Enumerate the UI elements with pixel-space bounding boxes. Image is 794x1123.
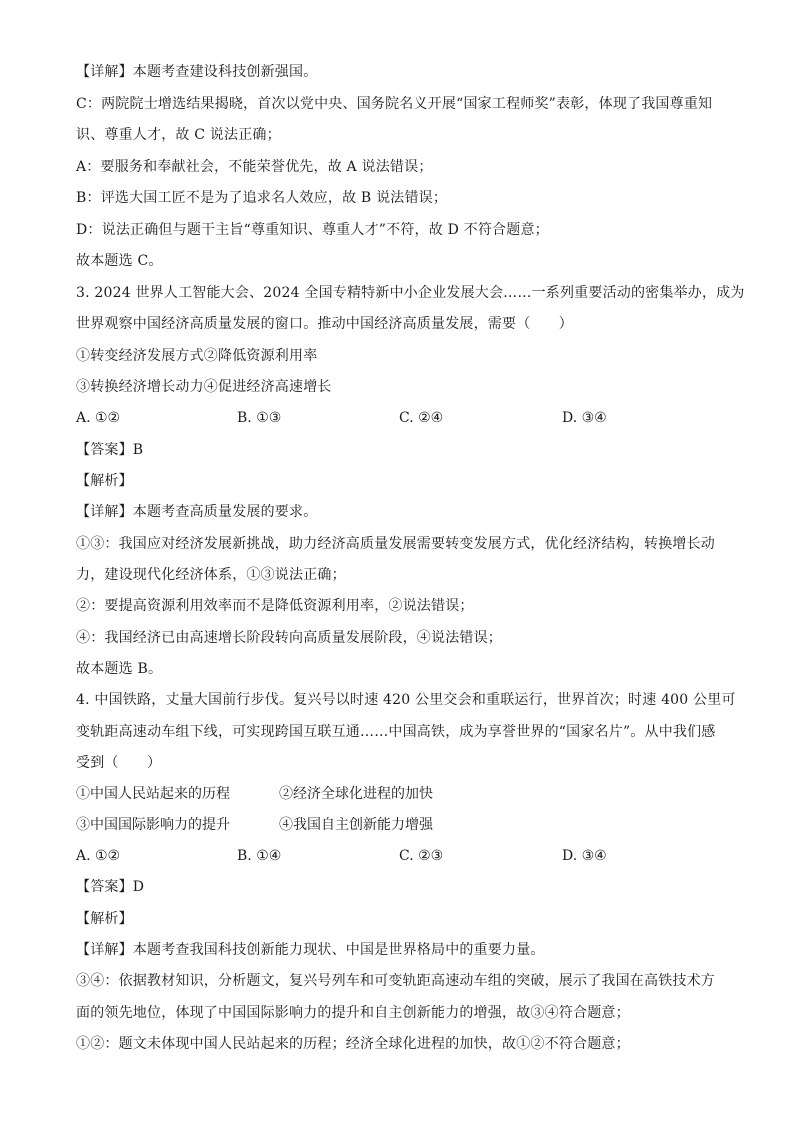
q4-item-3: ③中国国际影响力的提升 — [76, 817, 230, 833]
q3-items-line2: ③转换经济增长动力④促进经济高速增长 — [76, 379, 332, 395]
detail-heading-prev: 【详解】本题考查建设科技创新强国。 — [76, 64, 318, 80]
q3-stem-line2: 世界观察中国经济高质量发展的窗口。推动中国经济高质量发展，需要（ ） — [76, 316, 573, 332]
q3-analysis-heading: 【解析】 — [76, 473, 133, 489]
explanation-b: B：评选大国工匠不是为了追求名人效应，故 B 说法错误； — [76, 190, 448, 206]
q4-stem-line2: 变轨距高速动车组下线，可实现跨国互联互通……中国高铁，成为享誉世界的“国家名片”。从中我们感 — [76, 724, 716, 740]
q3-items-line1: ①转变经济发展方式②降低资源利用率 — [76, 348, 318, 364]
q3-option-a: A. ①② — [76, 410, 121, 426]
explanation-c-line2: 识、尊重人才，故 C 说法正确； — [76, 127, 281, 143]
q3-option-b: B. ①③ — [237, 410, 282, 426]
q3-answer: 【答案】B — [76, 442, 144, 458]
conclusion-prev: 故本题选 C。 — [76, 253, 163, 269]
q3-detail-heading: 【详解】本题考查高质量发展的要求。 — [76, 504, 318, 520]
q3-explanation-1-line1: ①③：我国应对经济发展新挑战，助力经济高质量发展需要转变发展方式，优化经济结构，转换增长动 — [76, 536, 715, 552]
q3-stem-line1: 3. 2024 世界人工智能大会、2024 全国专精特新中小企业发展大会……一系列重要活动的密集举办，成为 — [76, 285, 745, 301]
q4-option-b: B. ①④ — [237, 848, 282, 864]
q4-option-a: A. ①② — [76, 848, 121, 864]
q4-detail-heading: 【详解】本题考查我国科技创新能力现状、中国是世界格局中的重要力量。 — [76, 942, 545, 958]
explanation-c-line1: C：两院院士增选结果揭晓，首次以党中央、国务院名义开展“国家工程师奖”表彰，体现了我国尊重知 — [76, 96, 713, 112]
q4-item-2: ②经济全球化进程的加快 — [279, 786, 433, 802]
q4-option-c: C. ②③ — [399, 848, 444, 864]
q4-stem-line1: 4. 中国铁路，丈量大国前行步伐。复兴号以时速 420 公里交会和重联运行，世界首次；时速 400 公里可 — [76, 692, 736, 708]
explanation-a: A：要服务和奉献社会，不能荣誉优先，故 A 说法错误； — [76, 159, 433, 175]
q4-option-d: D. ③④ — [562, 848, 607, 864]
q4-explanation-1-line2: 面的领先地位，体现了中国国际影响力的提升和自主创新能力的增强，故③④符合题意； — [76, 1005, 630, 1021]
q4-explanation-2: ①②：题文未体现中国人民站起来的历程；经济全球化进程的加快，故①②不符合题意； — [76, 1036, 630, 1052]
q4-stem-line3: 受到（ ） — [76, 755, 162, 771]
q3-explanation-1-line2: 力，建设现代化经济体系，①③说法正确； — [76, 567, 346, 583]
q3-explanation-2: ②：要提高资源利用效率而不是降低资源利用率，②说法错误； — [76, 598, 474, 614]
q3-option-d: D. ③④ — [562, 410, 607, 426]
q4-explanation-1-line1: ③④：依据教材知识，分析题文，复兴号列车和可变轨距高速动车组的突破，展示了我国在高铁技术方 — [76, 973, 715, 989]
q4-item-1: ①中国人民站起来的历程 — [76, 786, 230, 802]
q4-item-4: ④我国自主创新能力增强 — [279, 817, 433, 833]
q3-option-c: C. ②④ — [399, 410, 444, 426]
q3-conclusion: 故本题选 B。 — [76, 661, 163, 677]
q4-answer: 【答案】D — [76, 879, 145, 895]
q3-explanation-3: ④：我国经济已由高速增长阶段转向高质量发展阶段，④说法错误； — [76, 630, 502, 646]
explanation-d: D：说法正确但与题干主旨“尊重知识、尊重人才”不符，故 D 不符合题意； — [76, 222, 549, 238]
q4-analysis-heading: 【解析】 — [76, 911, 133, 927]
